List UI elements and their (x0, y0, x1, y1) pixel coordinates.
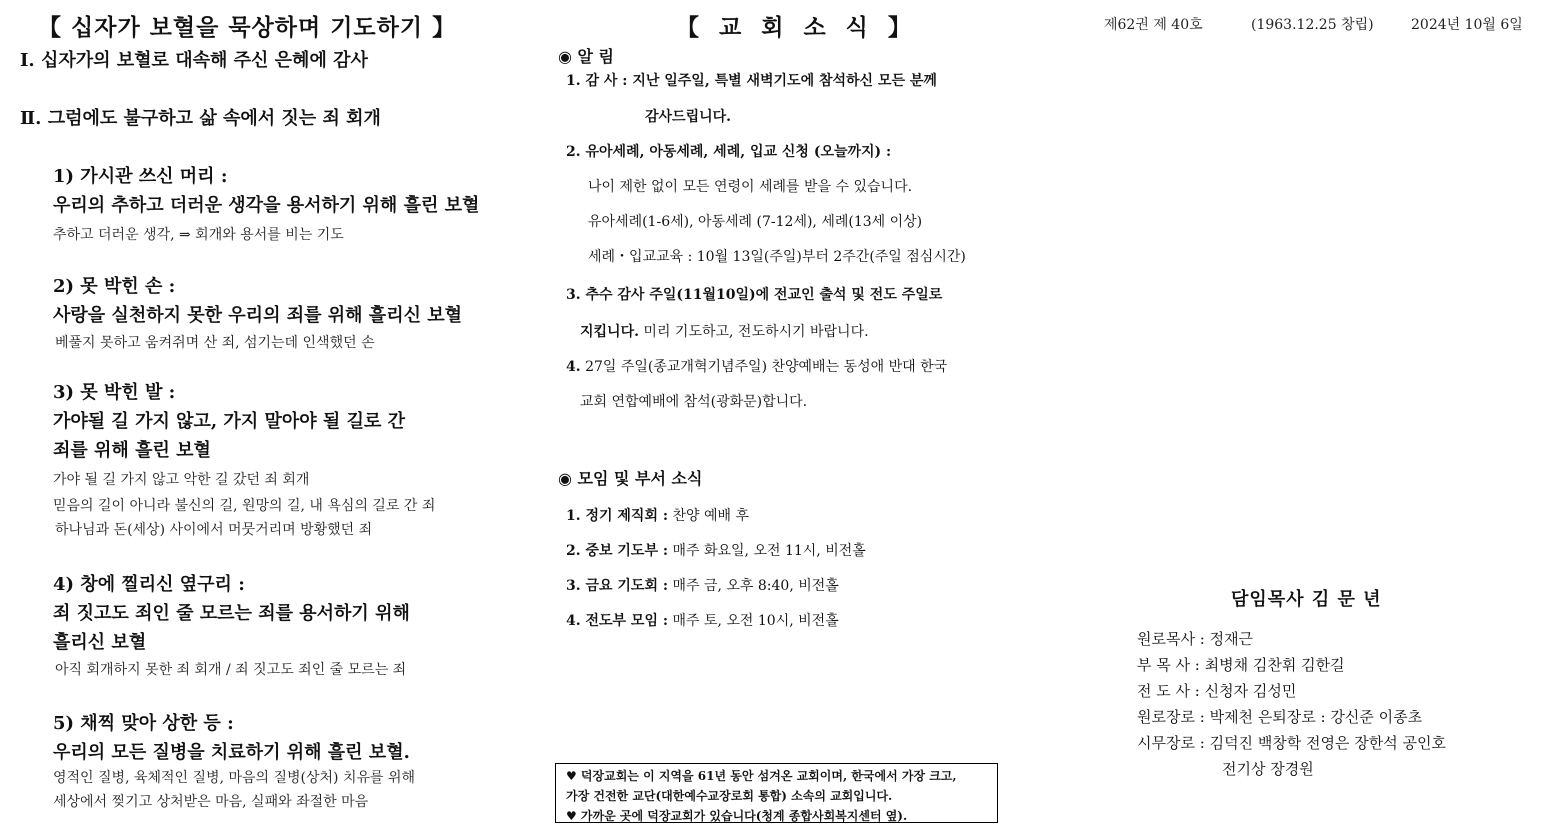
item-3-thesis-line2: 죄를 위해 흘린 보혈 (53, 440, 211, 461)
notice-2-line1: 나이 제한 없이 모든 연령이 세례를 받을 수 있습니다. (588, 179, 913, 195)
staff-role: 부 목 사 : (1137, 656, 1200, 674)
item-3-note-3: 하나님과 돈(세상) 사이에서 머뭇거리며 방황했던 죄 (55, 522, 373, 538)
staff-role: 전 도 사 : (1137, 682, 1200, 700)
meeting-2-label: 2. 중보 기도부 : (566, 543, 669, 559)
prayer-title: 【 십자가 보혈을 묵상하며 기도하기 】 (38, 14, 457, 41)
item-3-head: 3) 못 박힌 발 : (53, 382, 176, 403)
item-2-note: 베풀지 못하고 움켜쥐며 산 죄, 섬기는데 인색했던 손 (55, 335, 375, 351)
founding-date: (1963.12.25 창립) (1251, 17, 1374, 33)
section-1-heading: Ⅰ. 십자가의 보혈로 대속해 주신 은혜에 감사 (20, 50, 368, 71)
meeting-4-text: 매주 토, 오전 10시, 비전홀 (668, 613, 839, 629)
volume-number: 제62권 제 40호 (1104, 17, 1203, 33)
notice-1-line2: 감사드립니다. (645, 109, 732, 125)
meeting-3 (566, 575, 839, 595)
senior-pastor: 담임목사 김 문 년 (1231, 589, 1382, 610)
staff-row-3 (1137, 680, 1296, 701)
staff-role: 시무장로 : (1137, 734, 1205, 752)
item-4-head: 4) 창에 찔리신 옆구리 : (53, 574, 245, 595)
meeting-2 (566, 540, 866, 560)
item-3-note-1: 가야 될 길 가지 않고 악한 길 갔던 죄 회개 (53, 472, 310, 488)
item-3-note-2: 믿음의 길이 아니라 불신의 길, 원망의 길, 내 욕심의 길로 간 죄 (53, 498, 436, 514)
meeting-2-text: 매주 화요일, 오전 11시, 비전홀 (668, 543, 866, 559)
staff-names: 박제천 은퇴장로 : 강신준 이종초 (1209, 708, 1423, 726)
meeting-heading: ◉ 모임 및 부서 소식 (558, 469, 703, 488)
notice-4-text: 27일 주일(종교개혁기념주일) 찬양예배는 동성애 반대 한국 (580, 359, 948, 375)
item-5-head: 5) 채찍 맞아 상한 등 : (53, 713, 234, 734)
meeting-4-label: 4. 전도부 모임 : (566, 613, 669, 629)
news-title: 【 교 회 소 식 】 (676, 14, 917, 41)
footer-line-1: ♥ 덕장교회는 이 지역을 61년 동안 섬겨온 교회이며, 한국에서 가장 크고, (566, 769, 957, 783)
staff-names: 정재근 (1209, 630, 1254, 648)
staff-row-2 (1137, 654, 1345, 675)
item-5-note-2: 세상에서 찢기고 상처받은 마음, 실패와 좌절한 마음 (53, 794, 369, 810)
staff-row-5 (1137, 732, 1446, 753)
item-3-thesis-line1: 가야될 길 가지 않고, 가지 말아야 될 길로 간 (53, 411, 405, 432)
meeting-3-label: 3. 금요 기도회 : (566, 578, 669, 594)
notice-3-plain: 미리 기도하고, 전도하시기 바랍니다. (638, 324, 869, 340)
item-4-note: 아직 회개하지 못한 죄 회개 / 죄 짓고도 죄인 줄 모르는 죄 (55, 662, 407, 678)
notice-2-head: 2. 유아세례, 아동세례, 세례, 입교 신청 (오늘까지) : (566, 144, 892, 160)
staff-row-6: 전기상 장경원 (1222, 760, 1314, 778)
item-4-thesis-line1: 죄 짓고도 죄인 줄 모르는 죄를 용서하기 위해 (53, 603, 410, 624)
notice-2-line3: 세례・입교교육 : 10월 13일(주일)부터 2주간(주일 점심시간) (588, 249, 966, 265)
staff-row-1 (1137, 628, 1253, 649)
notice-3-bold: 지킵니다. (580, 324, 639, 340)
notice-4-line1 (566, 356, 947, 376)
meeting-1 (566, 505, 749, 525)
footer-line-2: 가장 건전한 교단(대한예수교장로회 통합) 소속의 교회입니다. (566, 789, 893, 803)
item-5-thesis: 우리의 모든 질병을 치료하기 위해 흘린 보혈. (53, 742, 410, 763)
staff-names: 신청자 김성민 (1204, 682, 1297, 700)
meeting-1-label: 1. 정기 제직회 : (566, 508, 669, 524)
item-4-thesis-line2: 흘리신 보혈 (53, 632, 147, 653)
notice-4-line2: 교회 연합예배에 참석(광화문)합니다. (580, 394, 808, 410)
staff-role: 원로장로 : (1137, 708, 1205, 726)
meeting-4 (566, 610, 839, 630)
staff-names: 김덕진 백창학 전영은 장한석 공인호 (1209, 734, 1447, 752)
item-1-head: 1) 가시관 쓰신 머리 : (53, 166, 228, 187)
church-footer-box (555, 763, 998, 823)
bulletin-date: 2024년 10월 6일 (1411, 17, 1523, 33)
section-2-heading: Ⅱ. 그럼에도 불구하고 삶 속에서 짓는 죄 회개 (20, 108, 381, 129)
item-2-thesis: 사랑을 실천하지 못한 우리의 죄를 위해 흘리신 보혈 (53, 305, 463, 326)
item-1-thesis: 우리의 추하고 더러운 생각을 용서하기 위해 흘린 보혈 (53, 195, 480, 216)
item-2-head: 2) 못 박힌 손 : (53, 276, 176, 297)
notice-2-line2: 유아세례(1-6세), 아동세례 (7-12세), 세례(13세 이상) (588, 214, 923, 230)
notice-4-num: 4. (566, 359, 581, 375)
notice-3-line1: 3. 추수 감사 주일(11월10일)에 전교인 출석 및 전도 주일로 (566, 287, 943, 303)
notice-heading: ◉ 알 림 (558, 47, 615, 66)
staff-names: 최병채 김찬휘 김한길 (1204, 656, 1345, 674)
staff-role: 원로목사 : (1137, 630, 1205, 648)
meeting-3-text: 매주 금, 오후 8:40, 비전홀 (668, 578, 839, 594)
item-5-note-1: 영적인 질병, 육체적인 질병, 마음의 질병(상처) 치유를 위해 (53, 770, 416, 786)
notice-3-line2 (580, 321, 869, 341)
notice-1-line1: 1. 감 사 : 지난 일주일, 특별 새벽기도에 참석하신 모든 분께 (566, 73, 937, 89)
staff-row-4 (1137, 706, 1422, 727)
item-1-note: 추하고 더러운 생각, ⇒ 회개와 용서를 비는 기도 (53, 227, 344, 243)
meeting-1-text: 찬양 예배 후 (668, 508, 750, 524)
footer-line-3: ♥ 가까운 곳에 덕장교회가 있습니다(청계 종합사회복지센터 옆). (566, 809, 908, 823)
